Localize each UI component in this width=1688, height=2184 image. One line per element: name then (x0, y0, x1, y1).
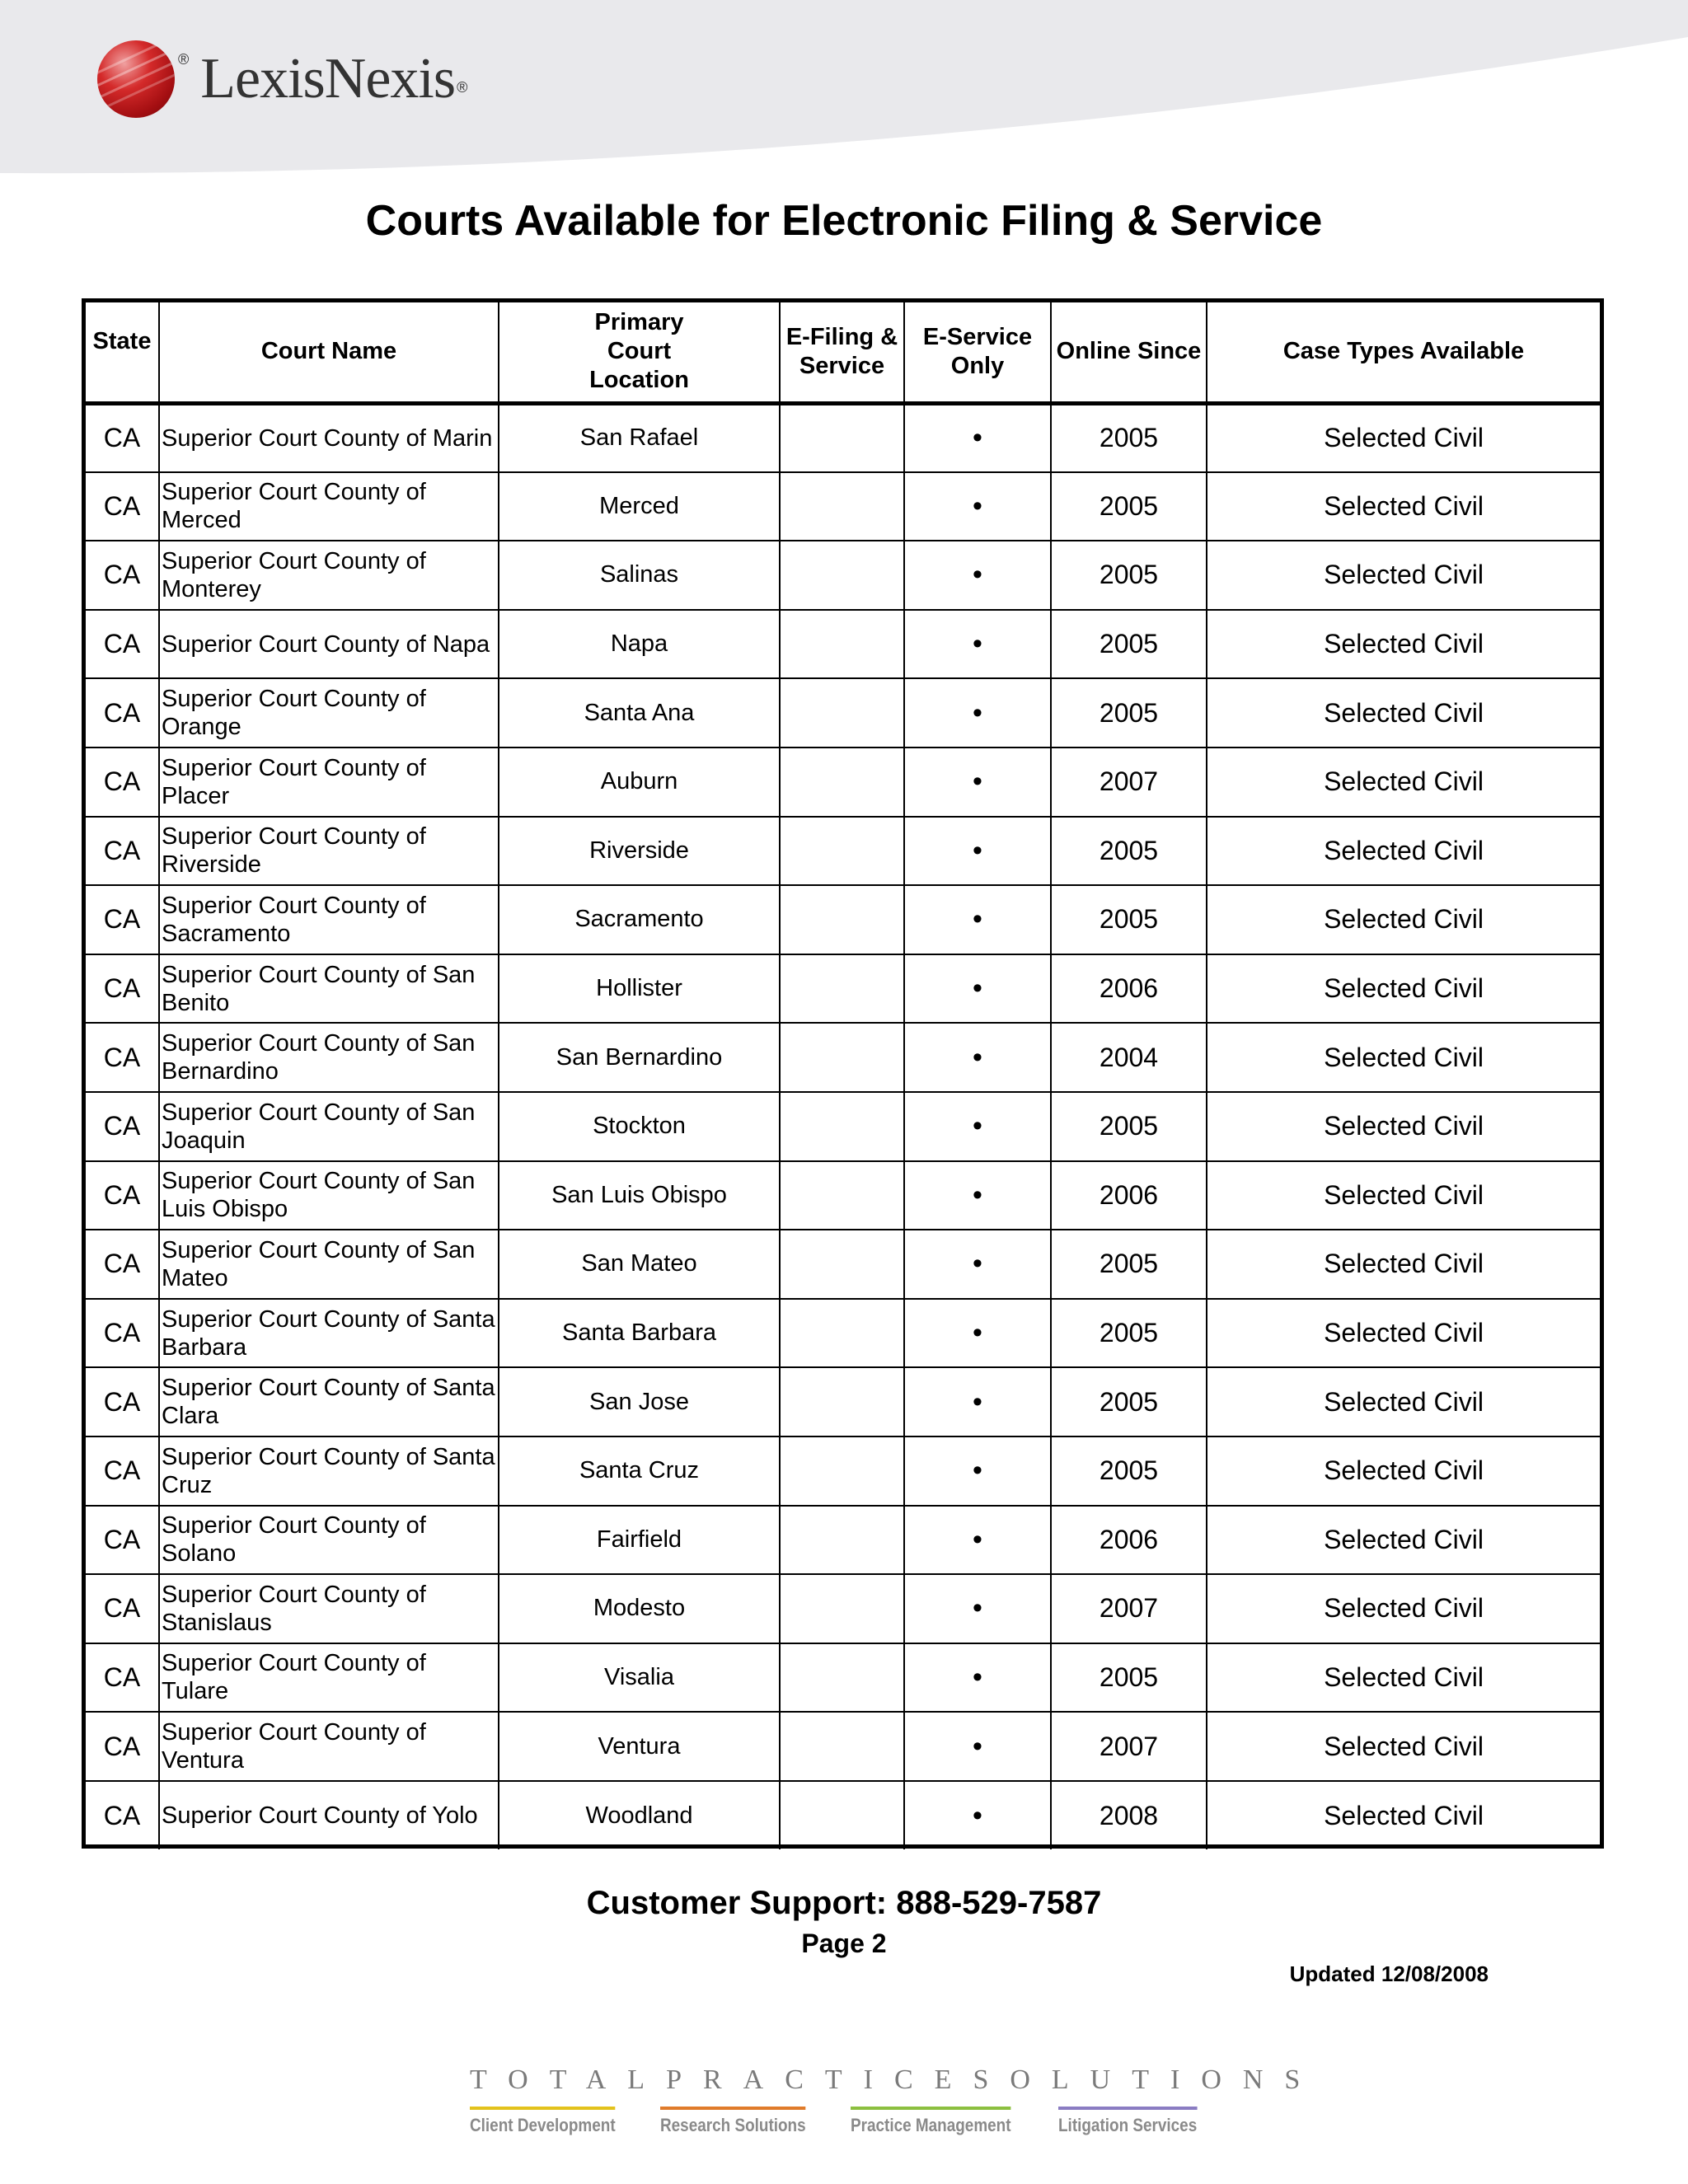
cell-location: Fairfield (499, 1506, 780, 1575)
cell-court-name: Superior Court County of Monterey (159, 541, 499, 610)
cell-online-since: 2005 (1051, 678, 1207, 748)
cell-efiling (780, 1712, 904, 1781)
header-line: Location (589, 367, 689, 394)
cell-efiling (780, 1436, 904, 1506)
page-number: Page 2 (801, 1929, 887, 1958)
cell-case-types: Selected Civil (1207, 1712, 1600, 1781)
cell-eservice: • (904, 1506, 1051, 1575)
cell-state: CA (86, 1643, 159, 1713)
table-row (86, 1023, 1600, 1092)
solution-label: Practice Management (851, 2107, 1011, 2136)
cell-case-types: Selected Civil (1207, 885, 1600, 954)
cell-online-since: 2008 (1051, 1781, 1207, 1850)
cell-location: Sacramento (499, 885, 780, 954)
document-title: Courts Available for Electronic Filing & Service (365, 197, 1323, 245)
cell-eservice: • (904, 403, 1051, 472)
table-row (86, 954, 1600, 1024)
cell-location: Merced (499, 472, 780, 541)
solutions-row (470, 2107, 1220, 2136)
cell-state: CA (86, 1506, 159, 1575)
cell-online-since: 2005 (1051, 610, 1207, 679)
cell-case-types: Selected Civil (1207, 1367, 1600, 1436)
cell-online-since: 2005 (1051, 1230, 1207, 1299)
cell-efiling (780, 885, 904, 954)
cell-online-since: 2004 (1051, 1023, 1207, 1092)
cell-location: Santa Ana (499, 678, 780, 748)
cell-efiling (780, 1367, 904, 1436)
header-primary-location (499, 302, 780, 403)
cell-eservice: • (904, 1712, 1051, 1781)
cell-eservice: • (904, 1436, 1051, 1506)
table-row (86, 1574, 1600, 1643)
cell-court-name: Superior Court County of San Benito (159, 954, 499, 1024)
cell-eservice: • (904, 541, 1051, 610)
lexisnexis-logo (97, 40, 467, 119)
header-state: State (86, 302, 159, 403)
total-practice-solutions-tagline (470, 2064, 1322, 2096)
cell-state: CA (86, 610, 159, 679)
solution-label: Research Solutions (660, 2107, 806, 2136)
cell-case-types: Selected Civil (1207, 678, 1600, 748)
cell-state: CA (86, 885, 159, 954)
cell-online-since: 2006 (1051, 1506, 1207, 1575)
cell-court-name: Superior Court County of Ventura (159, 1712, 499, 1781)
cell-court-name: Superior Court County of San Mateo (159, 1230, 499, 1299)
cell-state: CA (86, 541, 159, 610)
cell-court-name: Superior Court County of Santa Barbara (159, 1299, 499, 1368)
table-row (86, 1506, 1600, 1575)
cell-court-name: Superior Court County of Yolo (159, 1781, 499, 1850)
cell-court-name: Superior Court County of Placer (159, 748, 499, 817)
table-row (86, 541, 1600, 610)
cell-efiling (780, 1092, 904, 1161)
cell-efiling (780, 541, 904, 610)
cell-eservice: • (904, 1161, 1051, 1230)
cell-court-name: Superior Court County of Sacramento (159, 885, 499, 954)
cell-efiling (780, 678, 904, 748)
cell-efiling (780, 954, 904, 1024)
header-online-since: Online Since (1051, 302, 1207, 403)
cell-efiling (780, 1161, 904, 1230)
cell-state: CA (86, 678, 159, 748)
table-row (86, 748, 1600, 817)
cell-eservice: • (904, 1781, 1051, 1850)
tagline-word: SOLUTIONS (973, 2064, 1322, 2095)
cell-efiling (780, 1781, 904, 1850)
cell-location: Riverside (499, 817, 780, 886)
cell-online-since: 2005 (1051, 885, 1207, 954)
cell-eservice: • (904, 678, 1051, 748)
courts-table-frame (82, 298, 1604, 1849)
cell-court-name: Superior Court County of San Luis Obispo (159, 1161, 499, 1230)
cell-efiling (780, 1643, 904, 1713)
tagline-word: TOTAL (470, 2064, 667, 2095)
cell-court-name: Superior Court County of Santa Cruz (159, 1436, 499, 1506)
tagline-word: PRACTICE (666, 2064, 973, 2095)
cell-location: Hollister (499, 954, 780, 1024)
cell-online-since: 2005 (1051, 1092, 1207, 1161)
cell-case-types: Selected Civil (1207, 1574, 1600, 1643)
cell-online-since: 2005 (1051, 817, 1207, 886)
cell-court-name: Superior Court County of Solano (159, 1506, 499, 1575)
cell-case-types: Selected Civil (1207, 1506, 1600, 1575)
cell-location: San Bernardino (499, 1023, 780, 1092)
cell-online-since: 2005 (1051, 1436, 1207, 1506)
table-row (86, 472, 1600, 541)
table-row (86, 1161, 1600, 1230)
cell-eservice: • (904, 954, 1051, 1024)
header-court-name: Court Name (159, 302, 499, 403)
cell-efiling (780, 1023, 904, 1092)
cell-location: Ventura (499, 1712, 780, 1781)
cell-online-since: 2006 (1051, 1161, 1207, 1230)
cell-eservice: • (904, 1574, 1051, 1643)
header-line: E-Filing & (785, 323, 898, 350)
table-row (86, 885, 1600, 954)
cell-court-name: Superior Court County of Napa (159, 610, 499, 679)
cell-location: San Jose (499, 1367, 780, 1436)
header-line: Only (950, 352, 1005, 379)
cell-state: CA (86, 1299, 159, 1368)
cell-efiling (780, 1299, 904, 1368)
cell-case-types: Selected Civil (1207, 1643, 1600, 1713)
cell-state: CA (86, 748, 159, 817)
cell-state: CA (86, 1712, 159, 1781)
table-row (86, 817, 1600, 886)
cell-case-types: Selected Civil (1207, 472, 1600, 541)
cell-location: San Luis Obispo (499, 1161, 780, 1230)
cell-case-types: Selected Civil (1207, 1299, 1600, 1368)
cell-eservice: • (904, 610, 1051, 679)
header-eservice-only (904, 302, 1051, 403)
cell-efiling (780, 1230, 904, 1299)
table-row (86, 1436, 1600, 1506)
cell-state: CA (86, 1574, 159, 1643)
cell-location: Santa Barbara (499, 1299, 780, 1368)
cell-location: San Mateo (499, 1230, 780, 1299)
cell-case-types: Selected Civil (1207, 1092, 1600, 1161)
header-line: Service (799, 352, 885, 379)
cell-eservice: • (904, 1643, 1051, 1713)
cell-online-since: 2007 (1051, 748, 1207, 817)
cell-efiling (780, 403, 904, 472)
cell-case-types: Selected Civil (1207, 954, 1600, 1024)
cell-case-types: Selected Civil (1207, 1436, 1600, 1506)
updated-date: Updated 12/08/2008 (1289, 1961, 1489, 1986)
cell-efiling (780, 748, 904, 817)
cell-court-name: Superior Court County of Orange (159, 678, 499, 748)
cell-online-since: 2006 (1051, 954, 1207, 1024)
cell-state: CA (86, 1781, 159, 1850)
cell-location: Woodland (499, 1781, 780, 1850)
cell-state: CA (86, 1230, 159, 1299)
solution-label: Litigation Services (1058, 2107, 1197, 2136)
cell-location: Santa Cruz (499, 1436, 780, 1506)
cell-location: Visalia (499, 1643, 780, 1713)
cell-state: CA (86, 403, 159, 472)
cell-efiling (780, 472, 904, 541)
cell-case-types: Selected Civil (1207, 610, 1600, 679)
cell-location: San Rafael (499, 403, 780, 472)
solution-label: Client Development (470, 2107, 616, 2136)
cell-efiling (780, 1506, 904, 1575)
cell-state: CA (86, 1367, 159, 1436)
registered-mark-icon: ® (178, 50, 190, 68)
cell-case-types: Selected Civil (1207, 403, 1600, 472)
cell-court-name: Superior Court County of Merced (159, 472, 499, 541)
cell-court-name: Superior Court County of San Bernardino (159, 1023, 499, 1092)
table-body (86, 403, 1600, 1849)
header-efiling-service (780, 302, 904, 403)
cell-court-name: Superior Court County of Marin (159, 403, 499, 472)
cell-court-name: Superior Court County of Riverside (159, 817, 499, 886)
cell-eservice: • (904, 1023, 1051, 1092)
cell-case-types: Selected Civil (1207, 541, 1600, 610)
cell-case-types: Selected Civil (1207, 1023, 1600, 1092)
cell-efiling (780, 817, 904, 886)
cell-eservice: • (904, 748, 1051, 817)
cell-court-name: Superior Court County of Tulare (159, 1643, 499, 1713)
cell-eservice: • (904, 1230, 1051, 1299)
cell-location: Modesto (499, 1574, 780, 1643)
cell-online-since: 2005 (1051, 1643, 1207, 1713)
cell-location: Napa (499, 610, 780, 679)
cell-case-types: Selected Civil (1207, 1781, 1600, 1850)
table-row (86, 1712, 1600, 1781)
cell-state: CA (86, 1161, 159, 1230)
logo-wordmark: LexisNexis (200, 47, 456, 110)
header-line: Court (607, 338, 672, 365)
cell-online-since: 2007 (1051, 1712, 1207, 1781)
cell-online-since: 2005 (1051, 1367, 1207, 1436)
cell-state: CA (86, 817, 159, 886)
cell-court-name: Superior Court County of Stanislaus (159, 1574, 499, 1643)
cell-state: CA (86, 1436, 159, 1506)
cell-state: CA (86, 954, 159, 1024)
cell-eservice: • (904, 472, 1051, 541)
cell-online-since: 2005 (1051, 472, 1207, 541)
logo-sphere-icon (97, 40, 175, 118)
table-row (86, 1230, 1600, 1299)
courts-table (86, 302, 1600, 1849)
cell-location: Salinas (499, 541, 780, 610)
cell-eservice: • (904, 1367, 1051, 1436)
cell-online-since: 2005 (1051, 1299, 1207, 1368)
table-row (86, 610, 1600, 679)
table-row (86, 1367, 1600, 1436)
cell-location: Stockton (499, 1092, 780, 1161)
table-row (86, 1092, 1600, 1161)
cell-eservice: • (904, 1092, 1051, 1161)
cell-online-since: 2005 (1051, 541, 1207, 610)
table-row (86, 1643, 1600, 1713)
header-case-types: Case Types Available (1207, 302, 1600, 403)
cell-state: CA (86, 472, 159, 541)
cell-state: CA (86, 1023, 159, 1092)
table-row (86, 1781, 1600, 1850)
cell-court-name: Superior Court County of Santa Clara (159, 1367, 499, 1436)
table-header-row (86, 302, 1600, 403)
cell-case-types: Selected Civil (1207, 1230, 1600, 1299)
table-row (86, 403, 1600, 472)
cell-efiling (780, 610, 904, 679)
header-line: E-Service (922, 323, 1033, 350)
cell-eservice: • (904, 817, 1051, 886)
cell-case-types: Selected Civil (1207, 817, 1600, 886)
cell-case-types: Selected Civil (1207, 1161, 1600, 1230)
cell-online-since: 2005 (1051, 403, 1207, 472)
registered-mark-icon: ® (457, 78, 468, 96)
cell-eservice: • (904, 885, 1051, 954)
cell-court-name: Superior Court County of San Joaquin (159, 1092, 499, 1161)
cell-case-types: Selected Civil (1207, 748, 1600, 817)
cell-eservice: • (904, 1299, 1051, 1368)
header-line: Primary (594, 309, 684, 336)
table-row (86, 678, 1600, 748)
customer-support: Customer Support: 888-529-7587 (586, 1885, 1102, 1921)
cell-efiling (780, 1574, 904, 1643)
table-row (86, 1299, 1600, 1368)
cell-state: CA (86, 1092, 159, 1161)
cell-location: Auburn (499, 748, 780, 817)
cell-online-since: 2007 (1051, 1574, 1207, 1643)
